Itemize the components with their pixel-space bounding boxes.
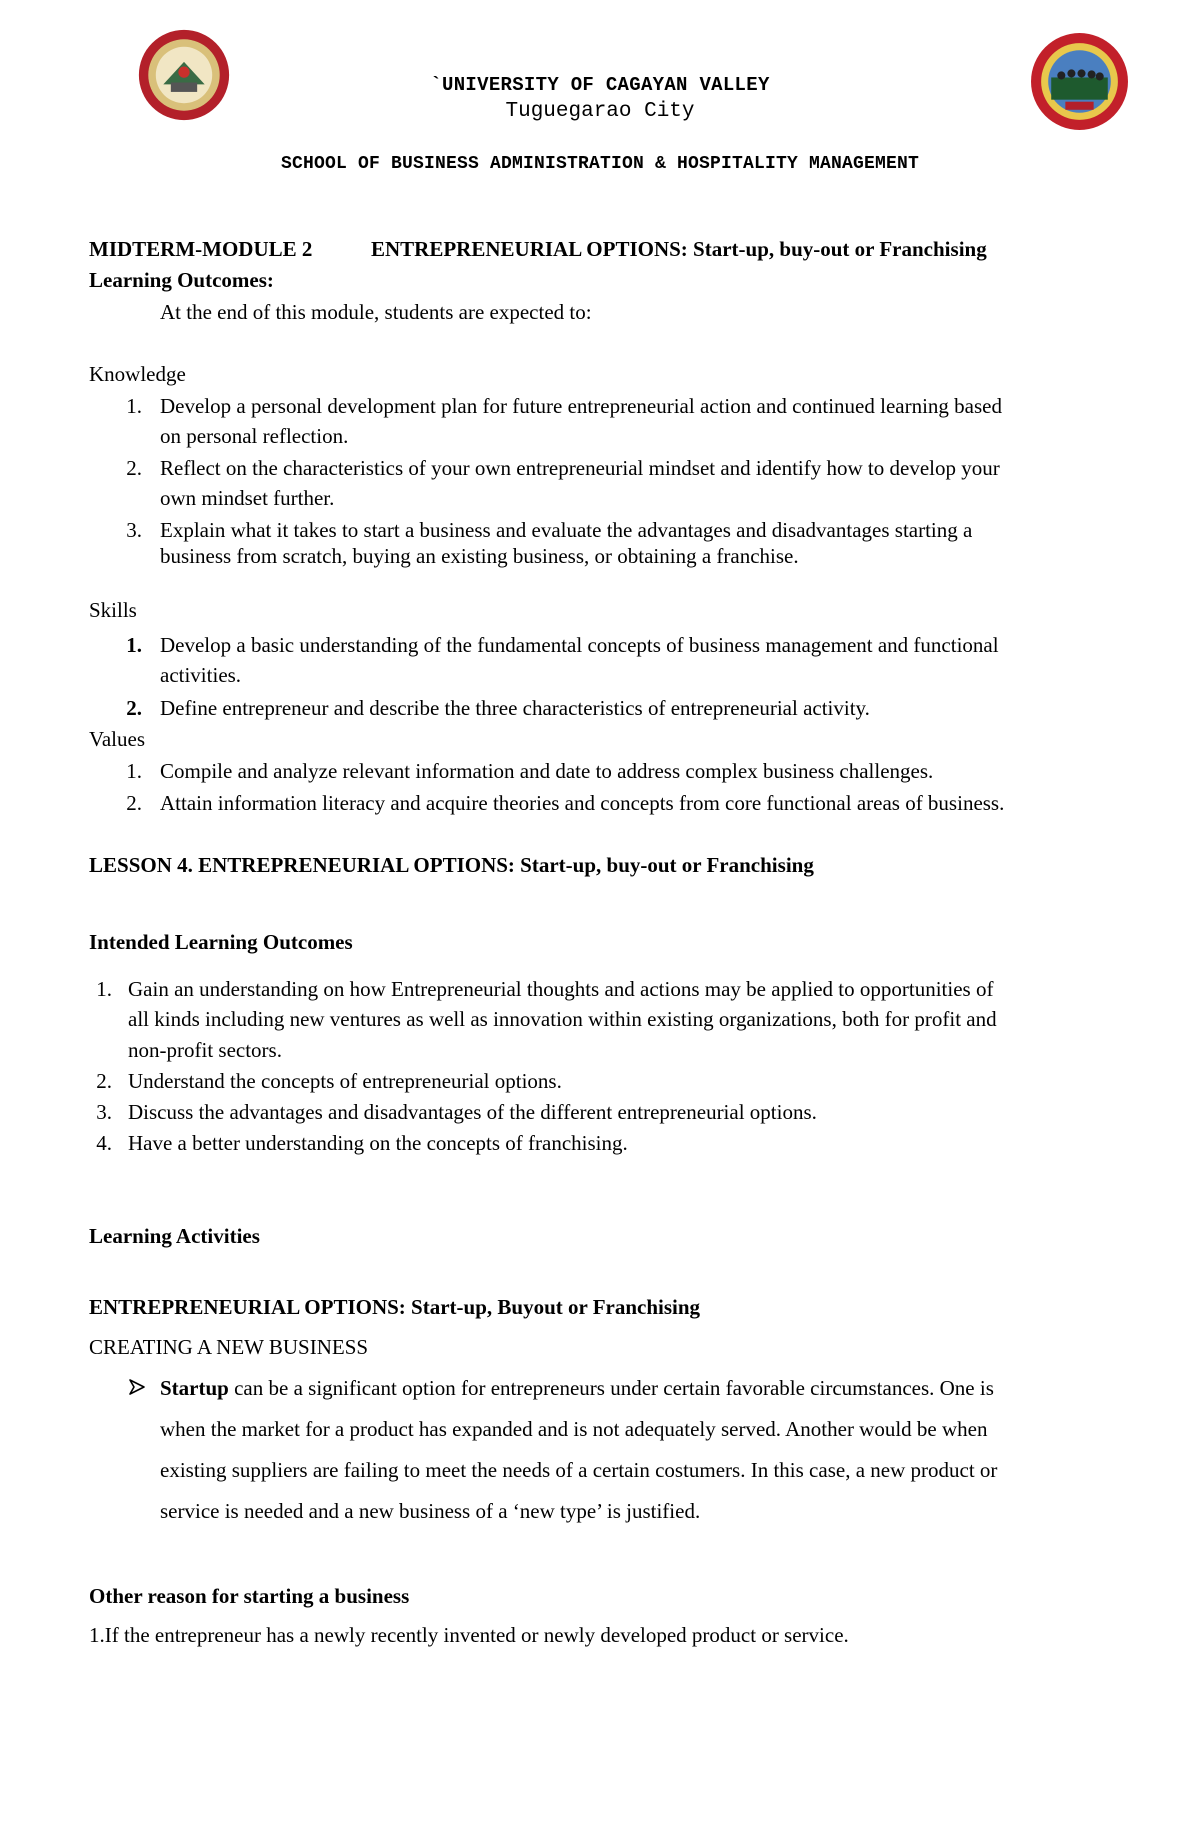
module-intro: At the end of this module, students are expected to: (160, 300, 592, 324)
learning-activities-heading: Learning Activities (89, 1224, 260, 1248)
skills-item-number: 1. (126, 633, 142, 657)
startup-paragraph-line (160, 1375, 994, 1401)
ilo-item-number: 2. (96, 1069, 112, 1093)
startup-paragraph-line: service is needed and a new business of a ‘new type’ is justified. (160, 1499, 701, 1523)
options-heading: ENTREPRENEURIAL OPTIONS: Start-up, Buyout or Franchising (89, 1295, 701, 1319)
arrow-bullet-icon (128, 1378, 146, 1396)
values-item-number: 1. (126, 759, 142, 783)
other-reason-item: 1.If the entrepreneur has a newly recently invented or newly developed product or service. (89, 1623, 849, 1647)
school-name: SCHOOL OF BUSINESS ADMINISTRATION & HOSPITALITY MANAGEMENT (280, 154, 920, 174)
values-item-text: Attain information literacy and acquire theories and concepts from core functional areas of business. (160, 791, 1005, 815)
ilo-item-text: non-profit sectors. (128, 1038, 282, 1062)
knowledge-item-number: 1. (126, 394, 142, 418)
creating-business-heading: CREATING A NEW BUSINESS (89, 1335, 369, 1359)
knowledge-item-number: 2. (126, 456, 142, 480)
skills-item-text: activities. (160, 663, 242, 687)
knowledge-item-number: 3. (126, 518, 142, 542)
values-item-number: 2. (126, 791, 142, 815)
module-title: ENTREPRENEURIAL OPTIONS: Start-up, buy-out or Franchising (371, 237, 987, 261)
ilo-item-number: 3. (96, 1100, 112, 1124)
skills-item-text: Define entrepreneur and describe the three characteristics of entrepreneurial activity. (160, 696, 870, 720)
startup-text: can be a significant option for entrepreneurs under certain favorable circumstances. One is (228, 1376, 994, 1400)
ilo-item-number: 4. (96, 1131, 112, 1155)
other-reason-heading: Other reason for starting a business (89, 1584, 410, 1608)
skills-heading: Skills (89, 598, 137, 622)
knowledge-item-text: on personal reflection. (160, 424, 349, 448)
knowledge-item-text: Explain what it takes to start a business and evaluate the advantages and disadvantages starting a (160, 518, 973, 542)
startup-paragraph-line: existing suppliers are failing to meet the needs of a certain costumers. In this case, a new product or (160, 1458, 998, 1482)
knowledge-item-text: business from scratch, buying an existing business, or obtaining a franchise. (160, 544, 799, 568)
values-item-text: Compile and analyze relevant information and date to address complex business challenges. (160, 759, 934, 783)
university-name: `UNIVERSITY OF CAGAYAN VALLEY (430, 74, 770, 96)
ilo-item-text: Understand the concepts of entrepreneurial options. (128, 1069, 562, 1093)
ilo-item-text: Gain an understanding on how Entrepreneurial thoughts and actions may be applied to opportunities of (128, 977, 994, 1001)
knowledge-heading: Knowledge (89, 362, 186, 386)
ilo-item-text: Have a better understanding on the concepts of franchising. (128, 1131, 628, 1155)
knowledge-item-text: own mindset further. (160, 486, 335, 510)
lesson-title: LESSON 4. ENTREPRENEURIAL OPTIONS: Start-up, buy-out or Franchising (89, 853, 814, 877)
startup-term: Startup (160, 1376, 229, 1400)
knowledge-item-text: Develop a personal development plan for future entrepreneurial action and continued learning based (160, 394, 1002, 418)
learning-outcomes-heading: Learning Outcomes: (89, 268, 274, 292)
ilo-heading: Intended Learning Outcomes (89, 930, 353, 954)
skills-item-number: 2. (126, 696, 142, 720)
ilo-item-text: Discuss the advantages and disadvantages of the different entrepreneurial options. (128, 1100, 817, 1124)
knowledge-item-text: Reflect on the characteristics of your own entrepreneurial mindset and identify how to develop your (160, 456, 1000, 480)
university-city: Tuguegarao City (505, 100, 695, 123)
values-heading: Values (89, 727, 145, 751)
skills-item-text: Develop a basic understanding of the fundamental concepts of business management and functional (160, 633, 999, 657)
ilo-item-text: all kinds including new ventures as well as innovation within existing organizations, both for profit and (128, 1007, 997, 1031)
startup-paragraph-line: when the market for a product has expanded and is not adequately served. Another would be when (160, 1417, 988, 1441)
module-code: MIDTERM-MODULE 2 (89, 237, 313, 261)
ilo-item-number: 1. (96, 977, 112, 1001)
